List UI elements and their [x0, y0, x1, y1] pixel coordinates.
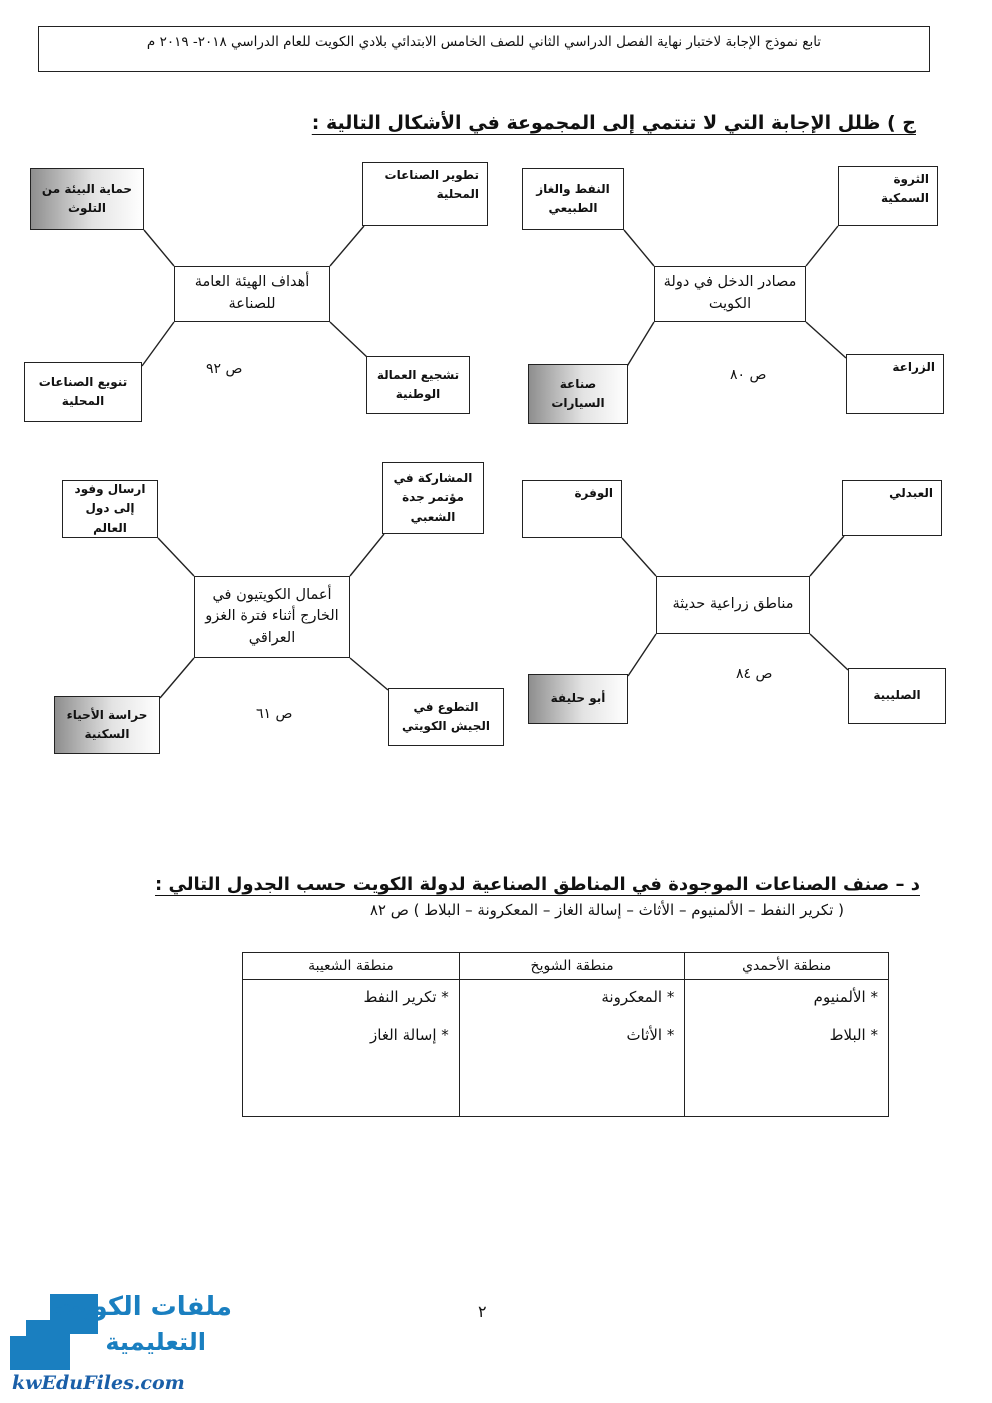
connector-line: [330, 226, 364, 266]
connector-line: [810, 634, 848, 670]
section-d-options: ( تكرير النفط – الألمنيوم – الأثاث – إسالة الغاز – المعكرونة – البلاط ) ص ٨٢: [369, 901, 844, 919]
diagram-4-bottom-left-option-shaded[interactable]: حراسة الأحياء السكنية: [54, 696, 160, 754]
diagram-2-center: أهداف الهيئة العامة للصناعة: [174, 266, 330, 322]
connector-line: [624, 230, 654, 266]
diagram-3-bottom-left-option-shaded[interactable]: أبو حليفة: [528, 674, 628, 724]
table-header-row: [243, 953, 889, 980]
table-item: * الألمنيوم: [813, 988, 878, 1006]
connector-line: [806, 226, 838, 266]
diagram-2-top-left-option-shaded[interactable]: حماية البيئة من التلوث: [30, 168, 144, 230]
table-row: [243, 980, 889, 1117]
connector-line: [160, 658, 194, 698]
table-cell-shuaiba: [243, 980, 460, 1117]
table-item: * الأثاث: [626, 1026, 675, 1044]
connector-line: [806, 322, 846, 358]
diagram-3-bottom-right-option[interactable]: الصليبية: [848, 668, 946, 724]
table-header-shuwaikh: منطقة الشويخ: [459, 953, 685, 980]
table-cell-ahmadi: [685, 980, 889, 1117]
section-c-title: ج ) ظلل الإجابة التي لا تنتمي إلى المجموعة في الأشكال التالية :: [311, 112, 916, 134]
diagram-1-bottom-right-option[interactable]: الزراعة: [846, 354, 944, 414]
connector-line: [350, 658, 388, 690]
table-item: * إسالة الغاز: [370, 1026, 449, 1044]
page-number: ٢: [478, 1302, 487, 1321]
diagram-2-page-ref: ص ٩٢: [206, 361, 243, 377]
diagram-4-top-left-option[interactable]: ارسال وفود إلى دول العالم: [62, 480, 158, 538]
diagram-2-bottom-right-option[interactable]: تشجيع العمالة الوطنية: [366, 356, 470, 414]
logo-text-line2: التعليمية: [105, 1328, 206, 1356]
connector-line: [628, 634, 656, 676]
diagram-3-center: مناطق زراعية حديثة: [656, 576, 810, 634]
diagram-4-top-right-option[interactable]: المشاركة في مؤتمر جدة الشعبي: [382, 462, 484, 534]
table-header-ahmadi: منطقة الأحمدي: [685, 953, 889, 980]
diagram-3-top-left-option[interactable]: الوفرة: [522, 480, 622, 538]
diagram-1-center: مصادر الدخل في دولة الكويت: [654, 266, 806, 322]
table-header-shuaiba: منطقة الشعيبة: [243, 953, 460, 980]
diagram-3-page-ref: ص ٨٤: [736, 666, 773, 682]
connector-line: [158, 538, 194, 576]
table-item: * البلاط: [829, 1026, 878, 1044]
connector-line: [810, 536, 844, 576]
diagram-1-top-left-option[interactable]: النفط والغاز الطبيعي: [522, 168, 624, 230]
diagram-4-center: أعمال الكويتيون في الخارج أثناء فترة الغزو العراقي: [194, 576, 350, 658]
diagram-2-top-right-option[interactable]: تطوير الصناعات المحلية: [362, 162, 488, 226]
diagram-4-page-ref: ص ٦١: [256, 706, 293, 722]
table-item: * المعكرونة: [601, 988, 675, 1006]
diagram-1-top-right-option[interactable]: الثروة السمكية: [838, 166, 938, 226]
table-cell-shuwaikh: [459, 980, 685, 1117]
diagram-1-bottom-left-option-shaded[interactable]: صناعة السيارات: [528, 364, 628, 424]
connector-line: [350, 534, 384, 576]
diagram-2-bottom-left-option[interactable]: تنويع الصناعات المحلية: [24, 362, 142, 422]
diagram-1-page-ref: ص ٨٠: [730, 367, 767, 383]
diagram-3-top-right-option[interactable]: العبدلي: [842, 480, 942, 536]
section-d-title: د – صنف الصناعات الموجودة في المناطق الصناعية لدولة الكويت حسب الجدول التالي :: [155, 874, 920, 895]
logo-text-line1: ملفات الكويت: [54, 1292, 232, 1322]
diagram-4-bottom-right-option[interactable]: التطوع في الجيش الكويتي: [388, 688, 504, 746]
connector-line: [622, 538, 656, 576]
header-text: تابع نموذج الإجابة لاختبار نهاية الفصل الدراسي الثاني للصف الخامس الابتدائي بلادي الكويت للعام الدراسي ٢٠١٨- ٢٠١٩ م: [146, 34, 822, 50]
logo-text-english: kwEduFiles.com: [12, 1372, 185, 1394]
kwedufiles-logo: [6, 1290, 246, 1400]
table-item: * تكرير النفط: [363, 988, 449, 1006]
connector-line: [144, 230, 174, 266]
connector-line: [142, 322, 174, 366]
connector-line: [626, 322, 654, 368]
classification-table: [242, 952, 889, 1117]
connector-line: [330, 322, 368, 358]
